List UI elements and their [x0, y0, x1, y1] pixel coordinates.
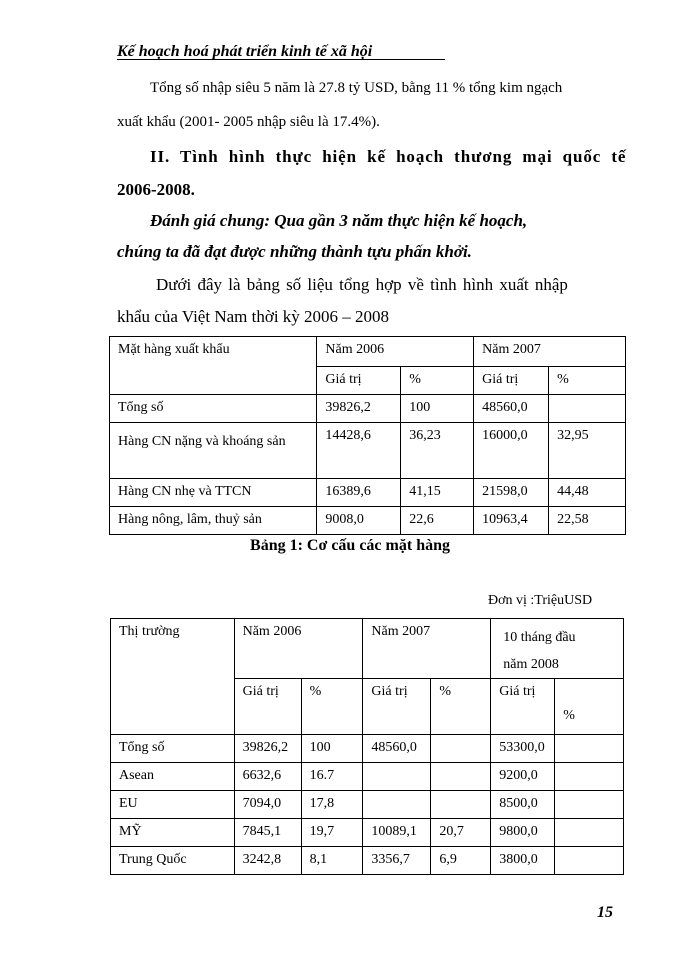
- cell-pct: [549, 395, 626, 423]
- header-year-2006: Năm 2006: [317, 337, 474, 367]
- table-row: [111, 847, 624, 875]
- cell-pct: 100: [401, 395, 474, 423]
- table-header-row: [111, 619, 624, 679]
- table-row: [110, 395, 626, 423]
- table-row: [111, 763, 624, 791]
- cell-value: 9008,0: [317, 507, 401, 535]
- header-year-2008: [491, 619, 624, 679]
- export-items-table: [109, 336, 626, 535]
- subheader-pct: %: [549, 367, 626, 395]
- running-header: Kế hoạch hoá phát triển kinh tế xã hội: [117, 43, 373, 60]
- cell-pct: 41,15: [401, 479, 474, 507]
- cell-pct: 32,95: [549, 423, 626, 479]
- table-intro-line-2: khẩu của Việt Nam thời kỳ 2006 – 2008: [117, 307, 390, 326]
- cell-value: 48560,0: [363, 735, 431, 763]
- cell-value: 16000,0: [474, 423, 549, 479]
- unit-label: Đơn vị :TriệuUSD: [488, 593, 593, 608]
- cell-pct: [431, 791, 491, 819]
- intro-line-2: xuất khẩu (2001- 2005 nhập siêu là 17.4%).: [117, 114, 380, 130]
- table-header-row: [110, 337, 626, 367]
- cell-value: 3800,0: [491, 847, 555, 875]
- header-item: Mặt hàng xuất khẩu: [110, 337, 317, 395]
- cell-pct: [431, 735, 491, 763]
- assessment-line-2: chúng ta đã đạt được những thành tựu phấn khởi.: [117, 242, 472, 261]
- cell-pct: 19,7: [301, 819, 363, 847]
- section-heading-line-1: II. Tình hình thực hiện kế hoạch thương mại quốc tế: [150, 147, 627, 166]
- cell-value: 9200,0: [491, 763, 555, 791]
- markets-table: [110, 618, 624, 875]
- cell-name: Trung Quốc: [111, 847, 235, 875]
- table-row: [111, 735, 624, 763]
- cell-value: 7845,1: [234, 819, 301, 847]
- cell-pct: 16.7: [301, 763, 363, 791]
- cell-value: 3242,8: [234, 847, 301, 875]
- cell-value: 10963,4: [474, 507, 549, 535]
- cell-value: 53300,0: [491, 735, 555, 763]
- cell-value: 39826,2: [317, 395, 401, 423]
- cell-value: 6632,6: [234, 763, 301, 791]
- cell-pct: 44,48: [549, 479, 626, 507]
- cell-value: 14428,6: [317, 423, 401, 479]
- cell-pct: [555, 847, 624, 875]
- cell-name: Asean: [111, 763, 235, 791]
- header-year-2007: Năm 2007: [363, 619, 491, 679]
- cell-value: 9800,0: [491, 819, 555, 847]
- cell-value: [363, 763, 431, 791]
- cell-value: [363, 791, 431, 819]
- subheader-pct: %: [431, 679, 491, 735]
- cell-value: 21598,0: [474, 479, 549, 507]
- cell-value: 16389,6: [317, 479, 401, 507]
- header-year-2008-line-2: năm 2008: [503, 657, 559, 672]
- cell-value: 7094,0: [234, 791, 301, 819]
- cell-value: 39826,2: [234, 735, 301, 763]
- table-row: [110, 423, 626, 479]
- cell-name: MỸ: [111, 819, 235, 847]
- subheader-pct: %: [301, 679, 363, 735]
- subheader-value: Giá trị: [317, 367, 401, 395]
- cell-pct: [555, 819, 624, 847]
- header-rule: [117, 59, 445, 60]
- cell-pct: [555, 791, 624, 819]
- cell-pct: 17,8: [301, 791, 363, 819]
- table-row: [111, 791, 624, 819]
- table-row: [110, 507, 626, 535]
- page-number: 15: [597, 904, 613, 921]
- header-year-2006: Năm 2006: [234, 619, 363, 679]
- assessment-line-1: Đánh giá chung: Qua gần 3 năm thực hiện kế hoạch,: [150, 211, 528, 230]
- cell-value: 10089,1: [363, 819, 431, 847]
- cell-pct: 6,9: [431, 847, 491, 875]
- subheader-pct: %: [555, 679, 624, 735]
- cell-pct: [431, 763, 491, 791]
- cell-pct: [555, 735, 624, 763]
- cell-name: Hàng CN nhẹ và TTCN: [110, 479, 317, 507]
- cell-pct: 36,23: [401, 423, 474, 479]
- table-row: [111, 819, 624, 847]
- header-year-2008-line-1: 10 tháng đầu: [503, 630, 576, 645]
- cell-name: Hàng nông, lâm, thuỷ sản: [110, 507, 317, 535]
- subheader-value: Giá trị: [491, 679, 555, 735]
- cell-pct: 20,7: [431, 819, 491, 847]
- header-year-2007: Năm 2007: [474, 337, 626, 367]
- cell-pct: 22,58: [549, 507, 626, 535]
- subheader-pct: %: [401, 367, 474, 395]
- subheader-value: Giá trị: [234, 679, 301, 735]
- cell-pct: 8,1: [301, 847, 363, 875]
- section-heading-line-2: 2006-2008.: [117, 180, 195, 199]
- intro-line-1: Tổng số nhập siêu 5 năm là 27.8 tỷ USD, bằng 11 % tổng kim ngạch: [150, 80, 563, 96]
- cell-name: Tổng số: [111, 735, 235, 763]
- cell-pct: [555, 763, 624, 791]
- subheader-value: Giá trị: [363, 679, 431, 735]
- cell-pct: 100: [301, 735, 363, 763]
- cell-value: 48560,0: [474, 395, 549, 423]
- table-intro-line-1: Dưới đây là bảng số liệu tổng hợp về tình hình xuất nhập: [156, 275, 568, 294]
- cell-value: 3356,7: [363, 847, 431, 875]
- header-market: Thị trường: [111, 619, 235, 735]
- table-1-caption: Bảng 1: Cơ cấu các mặt hàng: [250, 537, 450, 554]
- cell-value: 8500,0: [491, 791, 555, 819]
- cell-name: EU: [111, 791, 235, 819]
- table-row: [110, 479, 626, 507]
- subheader-value: Giá trị: [474, 367, 549, 395]
- cell-name: Tổng số: [110, 395, 317, 423]
- cell-name: Hàng CN nặng và khoáng sản: [110, 423, 317, 479]
- cell-pct: 22,6: [401, 507, 474, 535]
